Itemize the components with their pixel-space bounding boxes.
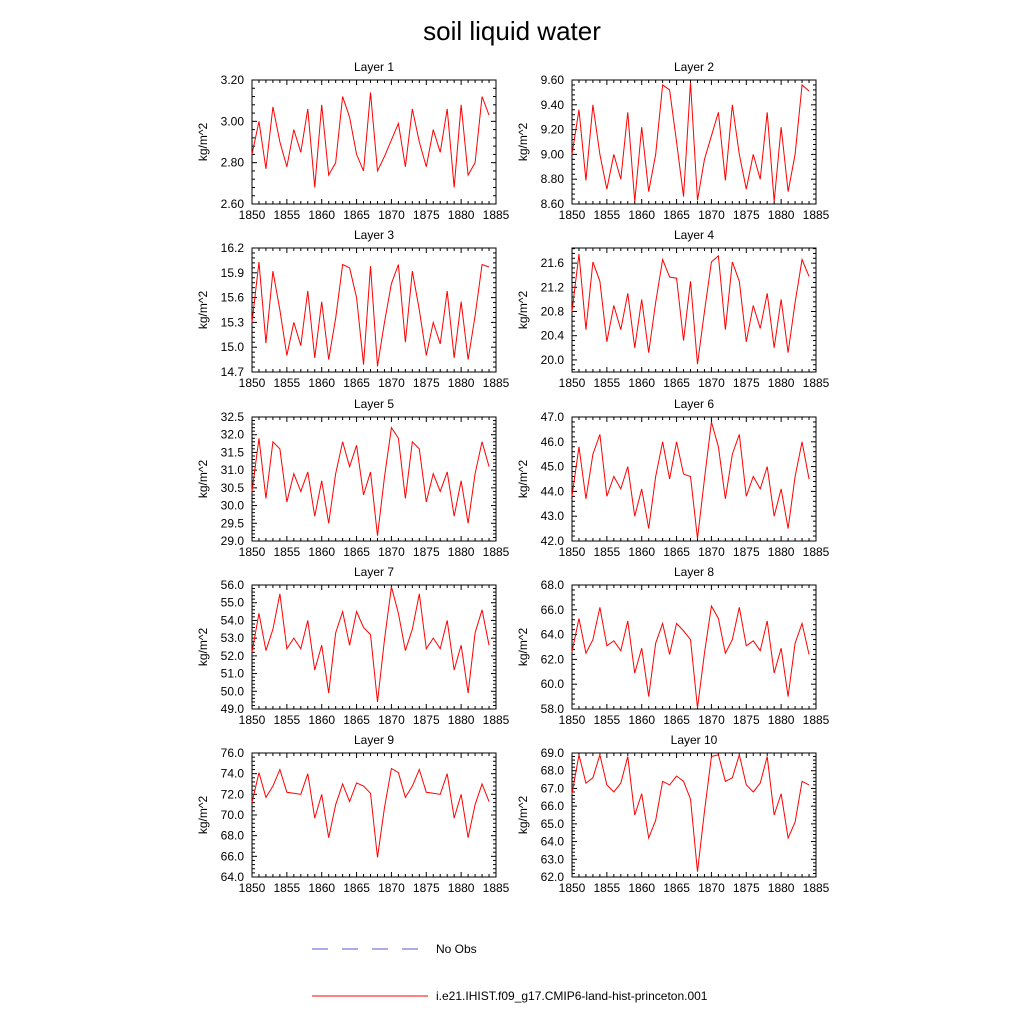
x-tick-label: 1870: [378, 881, 405, 895]
x-tick-label: 1860: [308, 376, 336, 390]
plot-frame: [572, 585, 816, 709]
panel-title: Layer 3: [353, 228, 395, 242]
y-tick-label: 60.0: [540, 677, 564, 692]
y-tick-label: 21.6: [540, 256, 564, 271]
y-tick-label: 15.3: [220, 315, 244, 330]
x-tick-label: 1860: [308, 881, 336, 895]
y-tick-label: 64.0: [540, 834, 564, 849]
panel-title: Layer 7: [353, 565, 395, 579]
x-tick-label: 1855: [273, 713, 301, 727]
y-tick-label: 70.0: [220, 808, 244, 822]
y-tick-label: 44.0: [540, 484, 564, 499]
y-tick-label: 29.0: [220, 534, 244, 548]
y-tick-label: 20.4: [540, 328, 564, 343]
y-axis-label: kg/m^2: [516, 627, 530, 667]
y-tick-label: 2.80: [220, 155, 244, 170]
y-tick-label: 68.0: [540, 763, 564, 778]
y-tick-label: 9.40: [540, 97, 564, 112]
panel-title: Layer 10: [670, 733, 718, 747]
panel-title: Layer 1: [353, 60, 395, 74]
y-tick-label: 49.0: [220, 702, 244, 716]
x-tick-label: 1870: [378, 545, 405, 559]
x-tick-label: 1875: [412, 545, 440, 559]
x-tick-label: 1850: [238, 881, 266, 895]
x-tick-label: 1850: [558, 376, 586, 390]
x-tick-label: 1850: [238, 208, 266, 222]
x-tick-label: 1875: [412, 208, 440, 222]
x-tick-label: 1855: [273, 208, 301, 222]
x-tick-label: 1860: [628, 376, 656, 390]
y-axis-label: kg/m^2: [196, 290, 210, 330]
x-tick-label: 1865: [663, 376, 690, 390]
y-tick-label: 30.5: [220, 480, 244, 495]
panel-title: Layer 2: [673, 60, 715, 74]
y-tick-label: 14.7: [220, 365, 244, 379]
series-line: [572, 82, 809, 201]
panel-grid: [196, 60, 830, 895]
y-tick-label: 68.0: [220, 828, 244, 843]
x-tick-label: 1885: [482, 376, 510, 390]
x-tick-label: 1860: [308, 713, 336, 727]
y-axis-label: kg/m^2: [196, 459, 210, 499]
plot-frame: [252, 417, 496, 541]
panel-layer-7: [196, 565, 510, 727]
figure-title: soil liquid water: [423, 16, 601, 46]
series-line: [252, 587, 489, 702]
x-tick-label: 1865: [343, 545, 370, 559]
y-tick-label: 66.0: [540, 602, 564, 617]
y-tick-label: 32.0: [220, 427, 244, 442]
x-tick-label: 1850: [558, 713, 586, 727]
plot-frame: [572, 417, 816, 541]
x-tick-label: 1885: [802, 713, 830, 727]
x-tick-label: 1875: [732, 208, 760, 222]
x-tick-label: 1875: [412, 713, 440, 727]
x-tick-label: 1850: [238, 713, 266, 727]
y-tick-label: 2.60: [220, 197, 244, 211]
y-tick-label: 21.2: [540, 280, 564, 295]
x-tick-label: 1865: [343, 376, 370, 390]
y-tick-label: 65.0: [540, 816, 564, 831]
series-line: [572, 254, 809, 364]
y-tick-label: 9.20: [540, 122, 564, 137]
x-tick-label: 1860: [628, 881, 656, 895]
y-tick-label: 20.8: [540, 304, 564, 319]
x-tick-label: 1855: [593, 376, 621, 390]
x-tick-label: 1875: [732, 545, 760, 559]
y-tick-label: 72.0: [220, 787, 244, 802]
y-tick-label: 15.6: [220, 290, 244, 305]
x-tick-label: 1880: [767, 881, 795, 895]
x-tick-label: 1885: [482, 881, 510, 895]
panel-layer-6: [516, 397, 830, 559]
y-tick-label: 66.0: [220, 849, 244, 864]
x-tick-label: 1880: [767, 376, 795, 390]
x-tick-label: 1875: [412, 881, 440, 895]
x-tick-label: 1865: [663, 545, 690, 559]
y-tick-label: 20.0: [540, 352, 564, 367]
x-tick-label: 1880: [447, 376, 475, 390]
panel-title: Layer 8: [673, 565, 715, 579]
y-axis-label: kg/m^2: [516, 290, 530, 330]
x-tick-label: 1875: [412, 376, 440, 390]
y-tick-label: 3.00: [220, 114, 244, 129]
x-tick-label: 1885: [482, 208, 510, 222]
x-tick-label: 1865: [663, 881, 690, 895]
x-tick-label: 1870: [698, 208, 725, 222]
x-tick-label: 1855: [593, 713, 621, 727]
y-tick-label: 8.80: [540, 172, 564, 187]
y-axis-label: kg/m^2: [196, 122, 210, 162]
y-tick-label: 47.0: [540, 410, 564, 424]
panel-layer-8: [516, 565, 830, 727]
x-tick-label: 1880: [767, 208, 795, 222]
x-tick-label: 1880: [447, 545, 475, 559]
y-tick-label: 46.0: [540, 434, 564, 449]
y-tick-label: 55.0: [220, 595, 244, 610]
y-tick-label: 56.0: [220, 578, 244, 592]
x-tick-label: 1885: [802, 376, 830, 390]
panel-layer-2: [516, 60, 830, 222]
panel-layer-5: [196, 397, 510, 559]
x-tick-label: 1850: [558, 881, 586, 895]
panel-layer-9: [196, 733, 510, 895]
plot-frame: [252, 80, 496, 204]
y-tick-label: 58.0: [540, 702, 564, 716]
y-tick-label: 62.0: [540, 652, 564, 667]
x-tick-label: 1860: [628, 208, 656, 222]
x-tick-label: 1865: [663, 713, 690, 727]
y-tick-label: 63.0: [540, 852, 564, 867]
y-tick-label: 30.0: [220, 498, 244, 513]
x-tick-label: 1860: [628, 713, 656, 727]
plot-frame: [252, 753, 496, 877]
series-line: [252, 92, 489, 187]
x-tick-label: 1855: [273, 376, 301, 390]
series-line: [572, 606, 809, 708]
x-tick-label: 1870: [698, 545, 725, 559]
panel-title: Layer 5: [353, 397, 395, 411]
x-tick-label: 1865: [663, 208, 690, 222]
y-tick-label: 3.20: [220, 73, 244, 87]
y-tick-label: 9.00: [540, 147, 564, 162]
y-tick-label: 32.5: [220, 410, 244, 424]
x-tick-label: 1855: [593, 545, 621, 559]
x-tick-label: 1870: [698, 713, 725, 727]
y-tick-label: 29.5: [220, 516, 244, 531]
x-tick-label: 1855: [593, 208, 621, 222]
x-tick-label: 1855: [273, 545, 301, 559]
panel-layer-3: [196, 228, 510, 390]
x-tick-label: 1885: [802, 545, 830, 559]
y-tick-label: 74.0: [220, 766, 244, 781]
y-tick-label: 15.0: [220, 340, 244, 355]
x-tick-label: 1880: [767, 713, 795, 727]
x-tick-label: 1865: [343, 208, 370, 222]
y-tick-label: 43.0: [540, 509, 564, 524]
x-tick-label: 1880: [447, 208, 475, 222]
y-tick-label: 9.60: [540, 73, 564, 87]
x-tick-label: 1865: [343, 881, 370, 895]
plot-frame: [572, 753, 816, 877]
y-tick-label: 76.0: [220, 746, 244, 760]
y-axis-label: kg/m^2: [196, 795, 210, 835]
x-tick-label: 1875: [732, 376, 760, 390]
y-tick-label: 64.0: [220, 870, 244, 884]
y-tick-label: 42.0: [540, 534, 564, 548]
series-line: [572, 755, 809, 872]
y-tick-label: 62.0: [540, 870, 564, 884]
series-line: [252, 769, 489, 858]
x-tick-label: 1870: [698, 881, 725, 895]
y-tick-label: 53.0: [220, 631, 244, 646]
series-line: [572, 422, 809, 539]
x-tick-label: 1860: [308, 545, 336, 559]
x-tick-label: 1875: [732, 881, 760, 895]
y-axis-label: kg/m^2: [516, 795, 530, 835]
y-tick-label: 31.5: [220, 445, 244, 460]
x-tick-label: 1860: [308, 208, 336, 222]
y-tick-label: 64.0: [540, 627, 564, 642]
y-tick-label: 66.0: [540, 799, 564, 814]
x-tick-label: 1855: [273, 881, 301, 895]
x-tick-label: 1885: [482, 713, 510, 727]
x-tick-label: 1880: [447, 713, 475, 727]
panel-title: Layer 6: [673, 397, 715, 411]
series-line: [252, 428, 489, 536]
x-tick-label: 1885: [802, 208, 830, 222]
x-tick-label: 1885: [482, 545, 510, 559]
y-tick-label: 68.0: [540, 578, 564, 592]
x-tick-label: 1850: [238, 545, 266, 559]
y-tick-label: 67.0: [540, 781, 564, 796]
y-tick-label: 51.0: [220, 666, 244, 681]
legend: [312, 942, 708, 1003]
y-tick-label: 54.0: [220, 613, 244, 628]
x-tick-label: 1865: [343, 713, 370, 727]
legend-model-label: i.e21.IHIST.f09_g17.CMIP6-land-hist-princeton.001: [436, 989, 708, 1003]
y-tick-label: 69.0: [540, 746, 564, 760]
x-tick-label: 1870: [378, 376, 405, 390]
x-tick-label: 1850: [238, 376, 266, 390]
x-tick-label: 1870: [378, 713, 405, 727]
y-tick-label: 15.9: [220, 265, 244, 280]
y-axis-label: kg/m^2: [516, 122, 530, 162]
y-tick-label: 52.0: [220, 648, 244, 663]
x-tick-label: 1850: [558, 208, 586, 222]
x-tick-label: 1875: [732, 713, 760, 727]
x-tick-label: 1880: [447, 881, 475, 895]
y-tick-label: 16.2: [220, 241, 244, 255]
y-axis-label: kg/m^2: [196, 627, 210, 667]
x-tick-label: 1855: [593, 881, 621, 895]
panel-title: Layer 4: [673, 228, 715, 242]
x-tick-label: 1850: [558, 545, 586, 559]
panel-layer-4: [516, 228, 830, 390]
legend-obs-label: No Obs: [436, 942, 477, 956]
x-tick-label: 1870: [378, 208, 405, 222]
y-tick-label: 31.0: [220, 463, 244, 478]
panel-layer-10: [516, 733, 830, 895]
series-line: [252, 262, 489, 366]
x-tick-label: 1880: [767, 545, 795, 559]
x-tick-label: 1885: [802, 881, 830, 895]
y-tick-label: 50.0: [220, 684, 244, 699]
x-tick-label: 1870: [698, 376, 725, 390]
x-tick-label: 1860: [628, 545, 656, 559]
panel-title: Layer 9: [353, 733, 395, 747]
y-tick-label: 8.60: [540, 197, 564, 211]
panel-layer-1: [196, 60, 510, 222]
y-tick-label: 45.0: [540, 459, 564, 474]
y-axis-label: kg/m^2: [516, 459, 530, 499]
